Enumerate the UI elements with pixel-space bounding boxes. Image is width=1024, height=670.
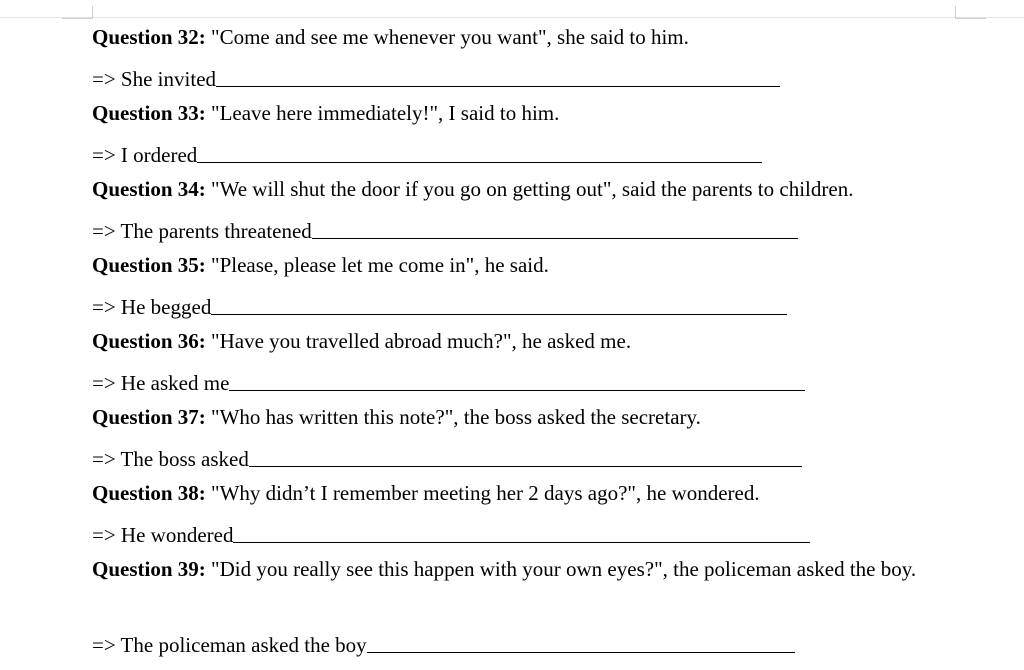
- answer-32: [92, 62, 780, 91]
- answer-39: [92, 628, 795, 657]
- page-top-border: [0, 17, 1024, 18]
- answer-34: [92, 214, 798, 243]
- question-label: Question 33:: [92, 101, 206, 125]
- question-34: [92, 172, 853, 206]
- answer-blank-33[interactable]: [197, 138, 762, 163]
- question-text: "Come and see me whenever you want", she said to him.: [205, 25, 689, 49]
- answer-prefix: => The boss asked: [92, 447, 249, 471]
- question-text: "Did you really see this happen with your own eyes?", the policeman asked the boy.: [205, 557, 917, 581]
- answer-prefix: => The parents threatened: [92, 219, 312, 243]
- question-text: "Leave here immediately!", I said to him.: [205, 101, 560, 125]
- question-35: [92, 248, 549, 282]
- question-label: Question 34:: [92, 177, 206, 201]
- answer-33: [92, 138, 762, 167]
- answer-35: [92, 290, 787, 319]
- answer-prefix: => He asked me: [92, 371, 230, 395]
- answer-blank-36[interactable]: [229, 366, 805, 391]
- question-text: "Who has written this note?", the boss asked the secretary.: [205, 405, 701, 429]
- question-text: "Have you travelled abroad much?", he asked me.: [205, 329, 632, 353]
- answer-37: [92, 442, 802, 471]
- answer-38: [92, 518, 810, 547]
- answer-prefix: => He wondered: [92, 523, 234, 547]
- answer-prefix: => He begged: [92, 295, 212, 319]
- margin-corner-mark-right: [955, 6, 986, 19]
- margin-corner-mark-left: [62, 6, 93, 19]
- question-37: [92, 400, 701, 434]
- question-33: [92, 96, 559, 130]
- answer-blank-34[interactable]: [312, 214, 798, 239]
- answer-prefix: => I ordered: [92, 143, 198, 167]
- answer-prefix: => She invited: [92, 67, 217, 91]
- question-39: [92, 552, 942, 586]
- question-38: [92, 476, 760, 510]
- question-label: Question 32:: [92, 25, 206, 49]
- answer-blank-39[interactable]: [367, 628, 795, 653]
- next-line-cutoff: [260, 662, 820, 670]
- answer-prefix: => The policeman asked the boy: [92, 633, 367, 657]
- answer-blank-35[interactable]: [211, 290, 787, 315]
- answer-blank-32[interactable]: [216, 62, 780, 87]
- question-text: "We will shut the door if you go on getting out", said the parents to children.: [205, 177, 854, 201]
- answer-36: [92, 366, 805, 395]
- question-label: Question 38:: [92, 481, 206, 505]
- question-text: "Please, please let me come in", he said.: [205, 253, 549, 277]
- question-label: Question 37:: [92, 405, 206, 429]
- answer-blank-38[interactable]: [233, 518, 810, 543]
- question-label: Question 35:: [92, 253, 206, 277]
- answer-blank-37[interactable]: [249, 442, 802, 467]
- question-text: "Why didn’t I remember meeting her 2 days ago?", he wondered.: [205, 481, 760, 505]
- question-label: Question 39:: [92, 557, 206, 581]
- question-32: [92, 20, 689, 54]
- question-36: [92, 324, 631, 358]
- question-label: Question 36:: [92, 329, 206, 353]
